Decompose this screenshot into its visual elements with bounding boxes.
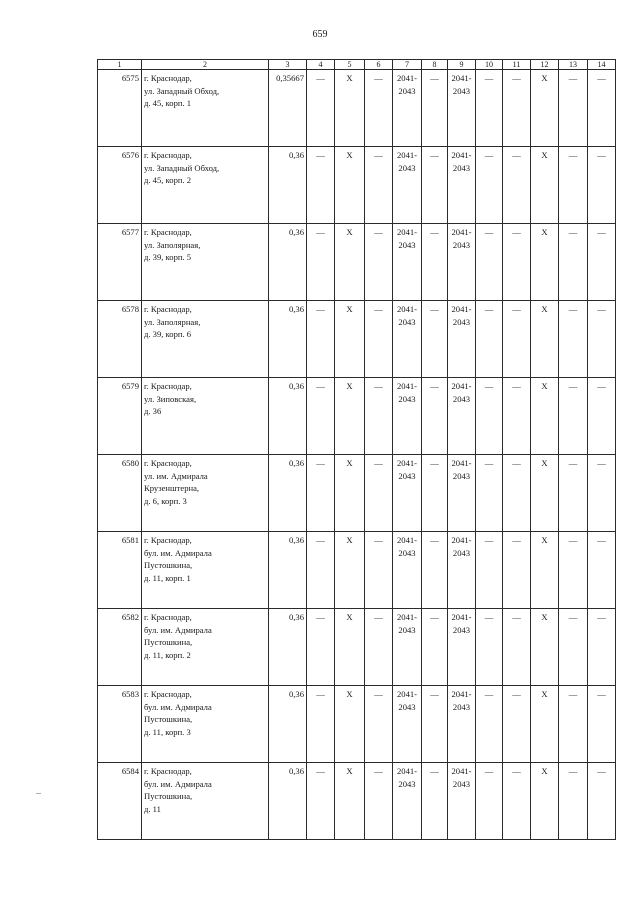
column-number: 10 xyxy=(476,60,503,70)
col-10-cell: — xyxy=(476,763,503,840)
col-8-cell: — xyxy=(422,147,448,224)
col-10-cell: — xyxy=(476,609,503,686)
value-cell: 0,36 xyxy=(269,224,307,301)
col-4-cell: — xyxy=(307,763,335,840)
col-14-cell: — xyxy=(588,532,616,609)
address-cell: г. Краснодар, бул. им. Адмирала Пустошкина, д. 11, корп. 3 xyxy=(142,686,269,763)
col-11-cell: — xyxy=(503,378,531,455)
col-8-cell: — xyxy=(422,301,448,378)
col-6-cell: — xyxy=(365,301,393,378)
table-row xyxy=(98,224,616,301)
col-9-period-cell: 2041- 2043 xyxy=(448,301,476,378)
col-5-cell: Х xyxy=(335,224,365,301)
col-8-cell: — xyxy=(422,686,448,763)
col-13-cell: — xyxy=(559,378,588,455)
col-6-cell: — xyxy=(365,686,393,763)
address-cell: г. Краснодар, бул. им. Адмирала Пустошкина, д. 11, корп. 1 xyxy=(142,532,269,609)
column-number: 14 xyxy=(588,60,616,70)
col-10-cell: — xyxy=(476,532,503,609)
col-13-cell: — xyxy=(559,609,588,686)
col-5-cell: Х xyxy=(335,686,365,763)
col-12-cell: Х xyxy=(531,378,559,455)
col-11-cell: — xyxy=(503,224,531,301)
col-6-cell: — xyxy=(365,763,393,840)
col-8-cell: — xyxy=(422,70,448,147)
col-5-cell: Х xyxy=(335,455,365,532)
col-13-cell: — xyxy=(559,686,588,763)
col-13-cell: — xyxy=(559,70,588,147)
column-number: 3 xyxy=(269,60,307,70)
col-5-cell: Х xyxy=(335,609,365,686)
col-5-cell: Х xyxy=(335,763,365,840)
col-11-cell: — xyxy=(503,609,531,686)
address-cell: г. Краснодар, ул. Зиповская, д. 36 xyxy=(142,378,269,455)
col-8-cell: — xyxy=(422,609,448,686)
column-number: 4 xyxy=(307,60,335,70)
col-9-period-cell: 2041- 2043 xyxy=(448,455,476,532)
table-row xyxy=(98,301,616,378)
col-12-cell: Х xyxy=(531,609,559,686)
register-table xyxy=(97,59,616,840)
value-cell: 0,36 xyxy=(269,455,307,532)
address-cell: г. Краснодар, бул. им. Адмирала Пустошкина, д. 11, корп. 2 xyxy=(142,609,269,686)
col-11-cell: — xyxy=(503,532,531,609)
value-cell: 0,36 xyxy=(269,686,307,763)
address-cell: г. Краснодар, бул. им. Адмирала Пустошкина, д. 11 xyxy=(142,763,269,840)
col-12-cell: Х xyxy=(531,70,559,147)
table-row xyxy=(98,455,616,532)
row-number-cell: 6577 xyxy=(98,224,142,301)
col-11-cell: — xyxy=(503,763,531,840)
col-9-period-cell: 2041- 2043 xyxy=(448,70,476,147)
col-5-cell: Х xyxy=(335,301,365,378)
page-number: 659 xyxy=(312,29,328,40)
col-4-cell: — xyxy=(307,609,335,686)
col-11-cell: — xyxy=(503,686,531,763)
col-12-cell: Х xyxy=(531,224,559,301)
col-11-cell: — xyxy=(503,455,531,532)
value-cell: 0,36 xyxy=(269,763,307,840)
col-12-cell: Х xyxy=(531,147,559,224)
col-13-cell: — xyxy=(559,763,588,840)
col-10-cell: — xyxy=(476,224,503,301)
col-4-cell: — xyxy=(307,686,335,763)
col-7-period-cell: 2041- 2043 xyxy=(393,609,422,686)
col-9-period-cell: 2041- 2043 xyxy=(448,763,476,840)
col-7-period-cell: 2041- 2043 xyxy=(393,378,422,455)
col-13-cell: — xyxy=(559,455,588,532)
col-5-cell: Х xyxy=(335,70,365,147)
value-cell: 0,36 xyxy=(269,301,307,378)
col-14-cell: — xyxy=(588,301,616,378)
col-6-cell: — xyxy=(365,609,393,686)
col-6-cell: — xyxy=(365,224,393,301)
col-8-cell: — xyxy=(422,763,448,840)
col-4-cell: — xyxy=(307,70,335,147)
col-9-period-cell: 2041- 2043 xyxy=(448,378,476,455)
col-11-cell: — xyxy=(503,147,531,224)
col-13-cell: — xyxy=(559,147,588,224)
value-cell: 0,36 xyxy=(269,609,307,686)
col-11-cell: — xyxy=(503,70,531,147)
col-4-cell: — xyxy=(307,532,335,609)
col-10-cell: — xyxy=(476,378,503,455)
col-6-cell: — xyxy=(365,70,393,147)
col-5-cell: Х xyxy=(335,147,365,224)
address-cell: г. Краснодар, ул. им. Адмирала Крузенштерна, д. 6, корп. 3 xyxy=(142,455,269,532)
col-12-cell: Х xyxy=(531,763,559,840)
row-number-cell: 6583 xyxy=(98,686,142,763)
column-number-row xyxy=(98,60,616,70)
column-number: 7 xyxy=(393,60,422,70)
table-row xyxy=(98,686,616,763)
col-10-cell: — xyxy=(476,455,503,532)
table-row xyxy=(98,70,616,147)
col-14-cell: — xyxy=(588,609,616,686)
col-14-cell: — xyxy=(588,147,616,224)
address-cell: г. Краснодар, ул. Заполярная, д. 39, корп. 5 xyxy=(142,224,269,301)
col-10-cell: — xyxy=(476,301,503,378)
col-14-cell: — xyxy=(588,378,616,455)
col-5-cell: Х xyxy=(335,532,365,609)
col-11-cell: — xyxy=(503,301,531,378)
value-cell: 0,36 xyxy=(269,378,307,455)
col-5-cell: Х xyxy=(335,378,365,455)
col-7-period-cell: 2041- 2043 xyxy=(393,532,422,609)
col-13-cell: — xyxy=(559,301,588,378)
row-number-cell: 6582 xyxy=(98,609,142,686)
table-row xyxy=(98,532,616,609)
value-cell: 0,35667 xyxy=(269,70,307,147)
value-cell: 0,36 xyxy=(269,147,307,224)
col-12-cell: Х xyxy=(531,301,559,378)
column-number: 2 xyxy=(142,60,269,70)
address-cell: г. Краснодар, ул. Западный Обход, д. 45, корп. 1 xyxy=(142,70,269,147)
col-6-cell: — xyxy=(365,532,393,609)
col-14-cell: — xyxy=(588,455,616,532)
col-4-cell: — xyxy=(307,224,335,301)
column-number: 9 xyxy=(448,60,476,70)
col-4-cell: — xyxy=(307,147,335,224)
column-number: 12 xyxy=(531,60,559,70)
value-cell: 0,36 xyxy=(269,532,307,609)
col-14-cell: — xyxy=(588,686,616,763)
row-number-cell: 6575 xyxy=(98,70,142,147)
row-number-cell: 6580 xyxy=(98,455,142,532)
col-4-cell: — xyxy=(307,455,335,532)
table-row xyxy=(98,378,616,455)
col-10-cell: — xyxy=(476,70,503,147)
col-12-cell: Х xyxy=(531,455,559,532)
column-number: 8 xyxy=(422,60,448,70)
col-7-period-cell: 2041- 2043 xyxy=(393,147,422,224)
col-9-period-cell: 2041- 2043 xyxy=(448,609,476,686)
col-9-period-cell: 2041- 2043 xyxy=(448,686,476,763)
col-14-cell: — xyxy=(588,763,616,840)
table-row xyxy=(98,763,616,840)
col-6-cell: — xyxy=(365,455,393,532)
table-body xyxy=(98,60,616,840)
table-row xyxy=(98,609,616,686)
col-13-cell: — xyxy=(559,532,588,609)
col-8-cell: — xyxy=(422,224,448,301)
col-12-cell: Х xyxy=(531,686,559,763)
col-6-cell: — xyxy=(365,147,393,224)
column-number: 11 xyxy=(503,60,531,70)
col-9-period-cell: 2041- 2043 xyxy=(448,147,476,224)
col-8-cell: — xyxy=(422,532,448,609)
row-number-cell: 6576 xyxy=(98,147,142,224)
col-4-cell: — xyxy=(307,378,335,455)
col-8-cell: — xyxy=(422,455,448,532)
col-7-period-cell: 2041- 2043 xyxy=(393,70,422,147)
row-number-cell: 6581 xyxy=(98,532,142,609)
column-number: 6 xyxy=(365,60,393,70)
col-10-cell: — xyxy=(476,147,503,224)
col-7-period-cell: 2041- 2043 xyxy=(393,301,422,378)
scan-artifact xyxy=(36,793,41,794)
column-number: 5 xyxy=(335,60,365,70)
column-number: 13 xyxy=(559,60,588,70)
col-9-period-cell: 2041- 2043 xyxy=(448,224,476,301)
col-7-period-cell: 2041- 2043 xyxy=(393,224,422,301)
row-number-cell: 6578 xyxy=(98,301,142,378)
col-4-cell: — xyxy=(307,301,335,378)
col-7-period-cell: 2041- 2043 xyxy=(393,763,422,840)
column-number: 1 xyxy=(98,60,142,70)
col-13-cell: — xyxy=(559,224,588,301)
col-14-cell: — xyxy=(588,224,616,301)
col-8-cell: — xyxy=(422,378,448,455)
col-7-period-cell: 2041- 2043 xyxy=(393,686,422,763)
address-cell: г. Краснодар, ул. Заполярная, д. 39, корп. 6 xyxy=(142,301,269,378)
col-10-cell: — xyxy=(476,686,503,763)
row-number-cell: 6584 xyxy=(98,763,142,840)
col-7-period-cell: 2041- 2043 xyxy=(393,455,422,532)
col-6-cell: — xyxy=(365,378,393,455)
table-row xyxy=(98,147,616,224)
row-number-cell: 6579 xyxy=(98,378,142,455)
col-9-period-cell: 2041- 2043 xyxy=(448,532,476,609)
col-14-cell: — xyxy=(588,70,616,147)
address-cell: г. Краснодар, ул. Западный Обход, д. 45, корп. 2 xyxy=(142,147,269,224)
col-12-cell: Х xyxy=(531,532,559,609)
